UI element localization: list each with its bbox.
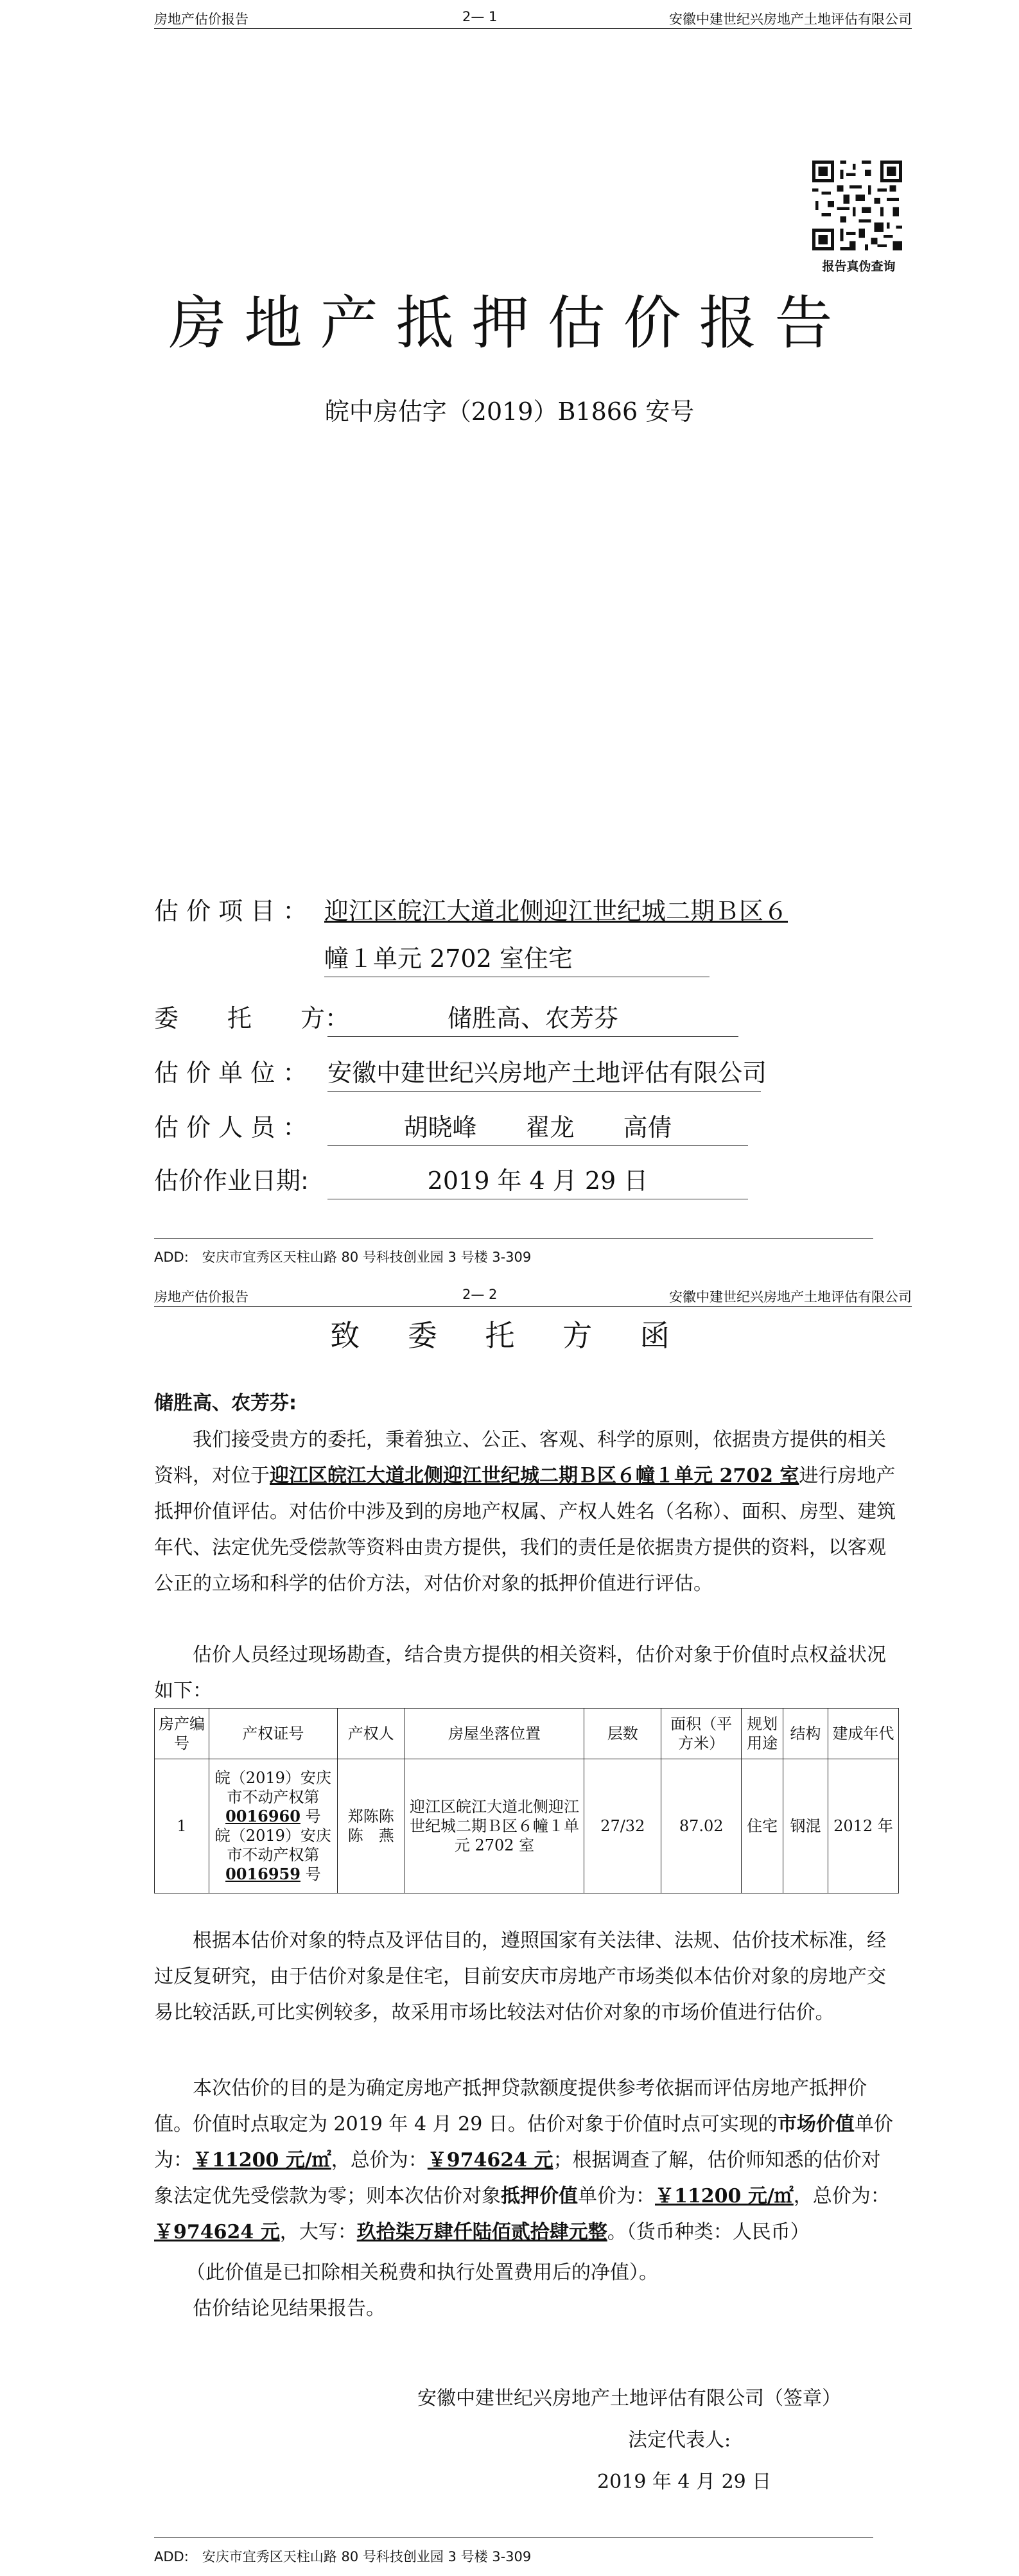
mortgage-unit-price: ￥11200 元/㎡ <box>655 2185 794 2207</box>
field-label: 估 价 人 员 ： <box>154 1113 308 1142</box>
paragraph-conclusion <box>154 2071 899 2250</box>
cell-year: 2012 年 <box>828 1759 898 1893</box>
field-label: 估 价 项 目 ： <box>154 897 308 925</box>
header-company: 安徽中建世纪兴房地产土地评估有限公司 <box>669 12 912 27</box>
cell-use: 住宅 <box>742 1759 783 1893</box>
field-value-line2: 幢１单元 2702 室住宅 <box>324 939 710 977</box>
header-cell: 规划用途 <box>742 1709 783 1759</box>
market-unit-price: ￥11200 元/㎡ <box>193 2149 331 2171</box>
text-span: ，大写： <box>279 2221 357 2243</box>
legal-representative: 法定代表人: <box>628 2429 731 2451</box>
paragraph-intro <box>154 1422 899 1602</box>
sign-date: 2019 年 4 月 29 日 <box>597 2471 772 2493</box>
field-value: 胡晓峰 翟龙 高倩 <box>327 1108 748 1146</box>
paragraph-status: 估价人员经过现场勘查，结合贵方提供的相关资料，估价对象于价值时点权益状况如下： <box>154 1644 886 1702</box>
report-title: 房地产抵押估价报告 <box>168 290 851 357</box>
header-cell: 面积（平方米） <box>661 1709 742 1759</box>
field-appraisers <box>154 1108 880 1146</box>
cell-cert <box>209 1759 337 1893</box>
table-row <box>155 1759 899 1893</box>
cell-area: 87.02 <box>661 1759 742 1893</box>
market-value-label: 市场价值 <box>777 2113 855 2136</box>
running-header <box>154 1287 912 1306</box>
header-rule <box>154 1306 912 1307</box>
header-page-number: 2— 1 <box>462 9 498 24</box>
qr-label: 报告真伪查询 <box>822 259 896 274</box>
footer-address: ADD: 安庆市宜秀区天柱山路 80 号科技创业园 3 号楼 3-309 <box>154 2549 532 2564</box>
letter-title: 致 委 托 方 函 <box>330 1318 689 1353</box>
field-value-line1: 迎江区皖江大道北侧迎江世纪城二期Ｂ区６ <box>324 897 788 925</box>
cert-number: 0016960 <box>225 1807 300 1825</box>
header-cell: 结构 <box>783 1709 828 1759</box>
footer-rule <box>154 1238 873 1239</box>
qr-code-icon <box>812 161 902 250</box>
field-work-date <box>154 1161 880 1199</box>
header-cell: 产权人 <box>337 1709 405 1759</box>
cell-floors: 27/32 <box>584 1759 661 1893</box>
company-signature: 安徽中建世纪兴房地产土地评估有限公司（签章） <box>417 2387 841 2410</box>
text-span: 进行房地产抵押价值评估。对估价中涉及到的房地产权属、产权人姓名（名称）、面积、房型、建筑年代、法定优先受偿款等资料由贵方提供，我们的责任是依据贵方提供的资料，以客观公正的立场和科学的估价方法，对估价对象的抵押价值进行评估。 <box>154 1465 896 1595</box>
letter-page <box>0 1278 1019 2576</box>
field-project <box>154 891 880 930</box>
text-span: ，总价为： <box>331 2149 428 2171</box>
footer-rule <box>154 2537 873 2538</box>
paragraph-method: 根据本估价对象的特点及评估目的，遵照国家有关法律、法规、估价技术标准，经过反复研究，由于估价对象是住宅，目前安庆市房地产市场类似本估价对象的房地产交易比较活跃,可比实例较多，故采用市场比较法对估价对象的市场价值进行估价。 <box>154 1929 886 2024</box>
field-appraiser-company <box>154 1053 880 1092</box>
text-span: 本次估价的目的是为确定房地产抵押贷款额度提供参考依据而评估房地产抵押价值。价值时点取定为 2019 年 4 月 29 日。估价对象于价值时点可实现的 <box>154 2077 867 2136</box>
header-report-type: 房地产估价报告 <box>154 1289 248 1305</box>
subject-property: 迎江区皖江大道北侧迎江世纪城二期Ｂ区６幢１单元 2702 室 <box>270 1465 799 1487</box>
field-label: 委 托 方： <box>154 1004 350 1032</box>
market-total-price: ￥974624 元 <box>427 2149 553 2171</box>
header-cell: 建成年代 <box>828 1709 898 1759</box>
mortgage-total-price: ￥974624 元 <box>154 2221 280 2243</box>
cert-number: 0016959 <box>225 1865 300 1883</box>
field-project-line2 <box>154 939 880 977</box>
salutation: 储胜高、农芳芬: <box>154 1392 297 1414</box>
cell-owner: 郑陈陈 陈 燕 <box>337 1759 405 1893</box>
text-span: 单价为： <box>578 2185 655 2207</box>
amount-in-words: 玖拾柒万肆仟陆佰贰拾肆元整 <box>356 2221 607 2243</box>
text-span: 号 <box>300 1865 321 1883</box>
text-span: 皖（2019）安庆市不动产权第 <box>214 1827 331 1864</box>
field-label: 估 价 单 位 ： <box>154 1059 308 1087</box>
field-label: 估价作业日期: <box>154 1167 309 1195</box>
field-value: 2019 年 4 月 29 日 <box>327 1161 748 1199</box>
header-cell: 层数 <box>584 1709 661 1759</box>
footer-address: ADD: 安庆市宜秀区天柱山路 80 号科技创业园 3 号楼 3-309 <box>154 1249 532 1265</box>
text-span: ，总价为： <box>793 2185 890 2207</box>
mortgage-value-label: 抵押价值 <box>501 2185 578 2207</box>
document-number: 皖中房估字（2019）B1866 安号 <box>324 397 695 426</box>
cell-no: 1 <box>155 1759 209 1893</box>
text-span: 我们接受贵方的委托，秉着独立、公正、客观、科学的原则，依据贵方提供的相关资料，对位于 <box>154 1429 886 1487</box>
cover-page <box>0 0 1019 1278</box>
paragraph-net-value: （此价值是已扣除相关税费和执行处置费用后的净值）。 <box>186 2261 658 2284</box>
text-span: 。（货币种类：人民币） <box>607 2221 810 2243</box>
cell-structure: 钢混 <box>783 1759 828 1893</box>
text-span: 皖（2019）安庆市不动产权第 <box>214 1769 331 1806</box>
text-span: 单价为： <box>154 2113 893 2171</box>
field-client <box>154 998 880 1037</box>
text-span: ；根据调查了解，估价师知悉的估价对象法定优先受偿款为零；则本次估价对象 <box>154 2149 881 2207</box>
property-table <box>154 1708 899 1893</box>
header-report-type: 房地产估价报告 <box>154 12 248 27</box>
text-span: 号 <box>300 1807 321 1825</box>
field-value: 安徽中建世纪兴房地产土地评估有限公司 <box>327 1053 761 1092</box>
table-header-row <box>155 1709 899 1759</box>
header-cell: 产权证号 <box>209 1709 337 1759</box>
header-rule <box>154 28 912 29</box>
header-cell: 房产编号 <box>155 1709 209 1759</box>
header-cell: 房屋坐落位置 <box>405 1709 584 1759</box>
field-value: 储胜高、农芳芬 <box>327 998 738 1037</box>
header-page-number: 2— 2 <box>462 1287 498 1302</box>
running-header <box>154 9 912 28</box>
cell-location: 迎江区皖江大道北侧迎江世纪城二期Ｂ区６幢１单元 2702 室 <box>405 1759 584 1893</box>
paragraph-see-report: 估价结论见结果报告。 <box>193 2297 385 2320</box>
header-company: 安徽中建世纪兴房地产土地评估有限公司 <box>669 1289 912 1305</box>
